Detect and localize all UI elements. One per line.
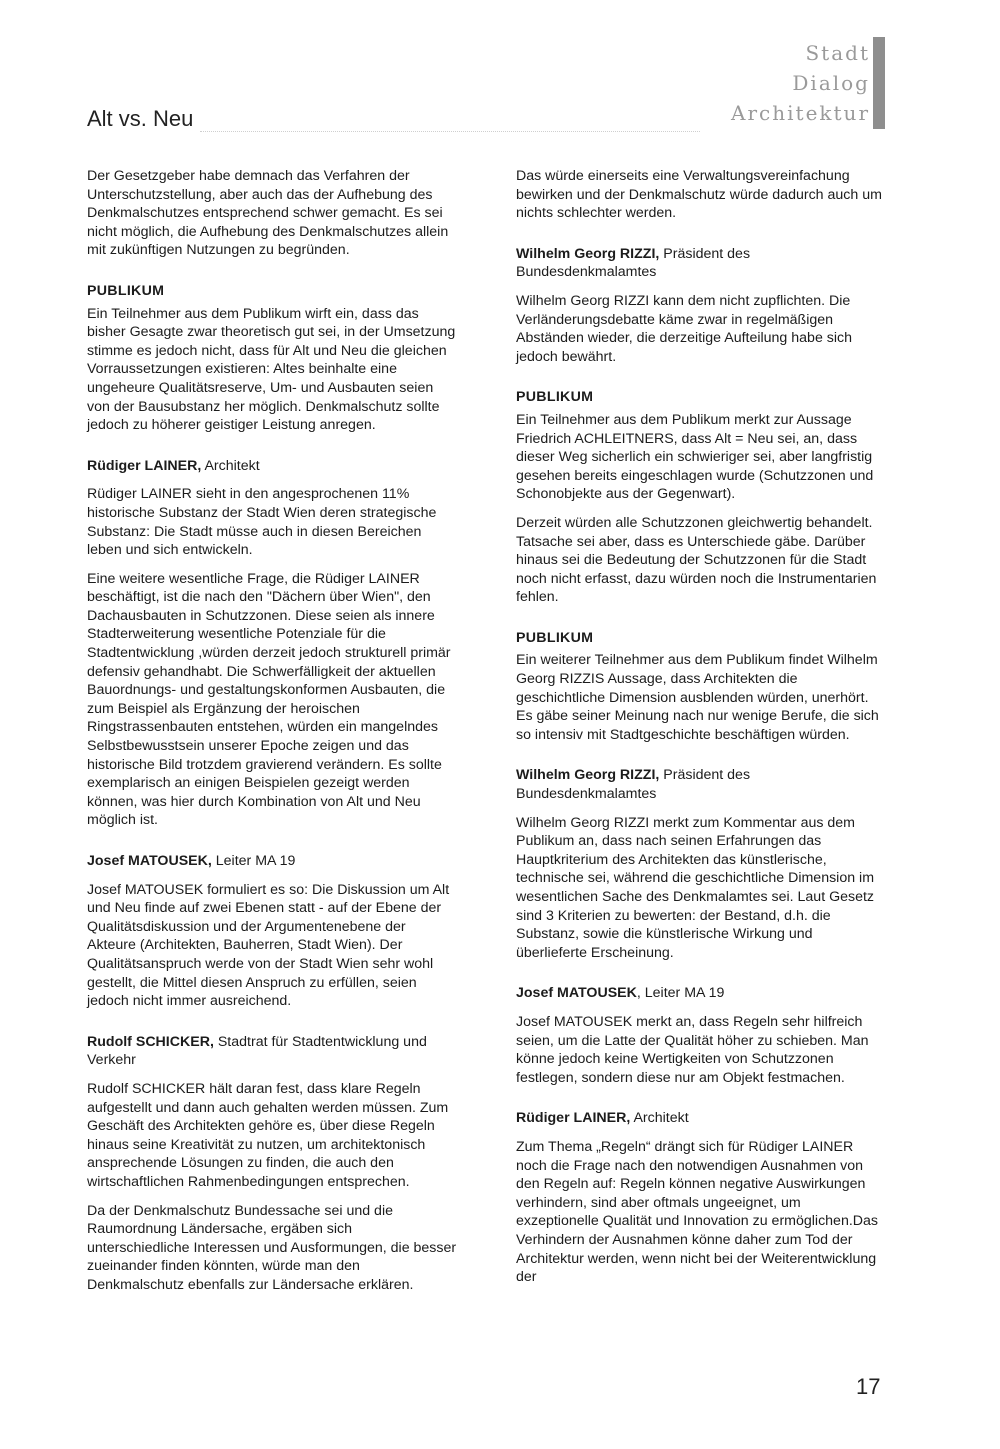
speaker-line bbox=[516, 766, 886, 803]
paragraph: Der Gesetzgeber habe demnach das Verfahren der Unterschutzstellung, aber auch das der Aufhebung des Denkmalschutzes entsprechend schwer gemacht. Es sei nicht möglich, die Aufhebung des Denkmalschutzes allein mit zukünftigen Nutzungen zu begründen. bbox=[87, 168, 449, 259]
paragraph: Wilhelm Georg RIZZI merkt zum Kommentar aus dem Publikum an, dass nach seinen Erfahrungen das Hauptkriterium des Architekten das künstlerische, technische sei, während die geschichtliche Dimension im wesentlichen Sache des Denkmalamtes sei. Laut Gesetz sind 3 Kriterien zu bewerten: der Bestand, d.h. die Substanz, sowie die künstlerische Wirkung und überlieferte Erscheinung. bbox=[516, 814, 875, 961]
paragraph: Rüdiger LAINER sieht in den angesprochenen 11% historische Substanz der Stadt Wien deren strategische Substanz: Die Stadt müsse auch in diesen Bereichen leben und sich entwickeln. bbox=[87, 486, 437, 559]
right-column bbox=[516, 167, 886, 1297]
paragraph: Derzeit würden alle Schutzzonen gleichwertig behandelt. Tatsache sei aber, dass es Unterschiede gäbe. Darüber hinaus sei die Bedeutung der Schutzzonen für die Stadt noch nicht erfasst, dazu würden noch die Instrumentarien fehlen. bbox=[516, 514, 877, 606]
speaker-role: Architekt bbox=[630, 1110, 689, 1127]
left-column bbox=[87, 167, 457, 1304]
speaker-name: Wilhelm Georg RIZZI, bbox=[516, 767, 660, 784]
paragraph: Ein weiterer Teilnehmer aus dem Publikum findet Wilhelm Georg RIZZIS Aussage, dass Architekten die geschichtliche Dimension ausblenden würden, unerhört. Es gäbe seiner Meinung nach nur wenige Berufe, die sich so intensiv mit Stadtgeschichte beschäftigen würden. bbox=[516, 652, 879, 743]
paragraph: Josef MATOUSEK formuliert es so: Die Diskussion um Alt und Neu finde auf zwei Ebenen statt - auf der Ebene der Qualitätsdiskussion und der Argumentenebene der Akteure (Architekten, Bauherren, Stadt Wien). Der Qualitätsanspruch werde von der Stadt Wien sehr wohl gestellt, die Mittel diesen Anspruch zu erfüllen, seien jedoch nicht immer ausreichend. bbox=[87, 881, 450, 1010]
speaker-line bbox=[87, 1033, 457, 1070]
speaker-role: Architekt bbox=[201, 457, 260, 474]
paragraph: Rudolf SCHICKER hält daran fest, dass klare Regeln aufgestellt und dann auch gehalten werden müssen. Zum Geschäft des Architekten gehöre es, über diese Regeln hinaus seine Kreativität zu nutzen, um architektonisch ansprechende Lösungen zu finden, die auch den wirtschaftlichen Rahmenbedingungen entsprechen. bbox=[87, 1080, 449, 1190]
speaker-role: Präsident des Bundesdenkmalamtes bbox=[516, 767, 751, 803]
paragraph: Ein Teilnehmer aus dem Publikum wirft ein, dass das bisher Gesagte zwar theoretisch gut sei, in der Umsetzung stimme es jedoch nicht, dass für Alt und Neu die gleichen Vorraussetzungen existieren: Altes beinhalte eine ungeheure Qualitätsreserve, Um- und Ausbauten seien von der Bausubstanz her möglich. Denkmalschutz sollte jedoch zu höherer geistiger Leistung anregen. bbox=[87, 305, 456, 434]
speaker-line bbox=[516, 984, 886, 1003]
brand-line-architektur: Architektur bbox=[731, 101, 870, 125]
paragraph: Eine weitere wesentliche Frage, die Rüdiger LAINER beschäftigt, ist die nach den "Dächern über Wien", den Dachausbauten in Schutzzonen. Diese seien als innere Stadterweiterung wesentliche Potenziale für die Stadtentwicklung ,würden derzeit jedoch strukturell primär defensiv gehandhabt. Die Schwerfälligkeit der aktuellen Bauordnungs- und gestaltungskonformen Ausbauten, die zum Beispiel als Ergänzung der heroischen Ringstrassenbauten entstehen, würden ein mangelndes Selbstbewusstsein unserer Epoche zeigen und das historische Bild trotzdem gravierend verändern. Es sollte exemplarisch an einigen Beispielen gezeigt werden können, was hier durch Kombination von Alt und Neu möglich ist. bbox=[87, 570, 451, 829]
speaker-name: Josef MATOUSEK, bbox=[87, 853, 212, 869]
section-heading: PUBLIKUM bbox=[516, 389, 594, 406]
brand-line-dialog: Dialog bbox=[792, 71, 870, 95]
section-heading: PUBLIKUM bbox=[516, 629, 594, 646]
brand-line-stadt: Stadt bbox=[805, 41, 870, 65]
paragraph: Zum Thema „Regeln“ drängt sich für Rüdiger LAINER noch die Frage nach den notwendigen Ausnahmen von den Regeln auf: Regeln können negative Auswirkungen verhindern, sind aber oftmals ungeeignet, um exzeptionelle Qualität und Innovation zu ermöglichen.Das Verhindern der Ausnahmen könne daher zum Tod der Architektur werden, wenn nicht bei der Weiterentwicklung der bbox=[516, 1138, 879, 1286]
paragraph: Josef MATOUSEK merkt an, dass Regeln sehr hilfreich seien, um die Latte der Qualität höher zu schieben. Man könne jedoch keine Wertigkeiten von Schutzzonen festlegen, sondern diese nur am Objekt festmachen. bbox=[516, 1013, 869, 1086]
speaker-name: Rudolf SCHICKER, bbox=[87, 1033, 214, 1050]
speaker-name: Rüdiger LAINER, bbox=[87, 457, 202, 474]
page-title: Alt vs. Neu bbox=[87, 106, 194, 131]
speaker-name: Rüdiger LAINER, bbox=[516, 1110, 631, 1127]
paragraph: Das würde einerseits eine Verwaltungsvereinfachung bewirken und der Denkmalschutz würde dadurch auch um nichts schlechter werden. bbox=[516, 168, 882, 222]
brand-logo bbox=[731, 38, 870, 128]
speaker-line bbox=[87, 852, 457, 871]
paragraph: Ein Teilnehmer aus dem Publikum merkt zur Aussage Friedrich ACHLEITNERS, dass Alt = Neu sei, an, dass dieser Weg sicherlich ein schwieriger sei, aber langfristig gesehen bereits eingeschlagen wurde (Schutzzonen und Schonobjekte aus der Gegenwart). bbox=[516, 411, 874, 503]
speaker-role: Präsident des Bundesdenkmalamtes bbox=[516, 245, 751, 281]
paragraph: Da der Denkmalschutz Bundessache sei und die Raumordnung Ländersache, ergäben sich unterschiedliche Interessen und Ausformungen, die besser zueinander finden könnten, würde man den Denkmalschutz ebenfalls zur Ländersache erklären. bbox=[87, 1202, 457, 1293]
speaker-role: , Leiter MA 19 bbox=[636, 985, 725, 1002]
speaker-role: Stadtrat für Stadtentwicklung und Verkehr bbox=[87, 1033, 427, 1069]
speaker-line bbox=[516, 1109, 886, 1128]
brand-bar bbox=[873, 37, 885, 129]
speaker-name: Wilhelm Georg RIZZI, bbox=[516, 245, 660, 262]
speaker-line bbox=[87, 457, 457, 476]
section-heading: PUBLIKUM bbox=[87, 282, 165, 299]
header-divider bbox=[200, 131, 700, 132]
speaker-role: Leiter MA 19 bbox=[211, 853, 296, 869]
paragraph: Wilhelm Georg RIZZI kann dem nicht zupflichten. Die Verländerungsdebatte käme zwar in regelmäßigen Abständen wieder, die derzeitige Aufteilung habe sich jedoch bewährt. bbox=[516, 292, 853, 365]
speaker-line bbox=[516, 245, 886, 282]
speaker-name: Josef MATOUSEK bbox=[516, 985, 637, 1002]
page-number: 17 bbox=[856, 1374, 881, 1399]
